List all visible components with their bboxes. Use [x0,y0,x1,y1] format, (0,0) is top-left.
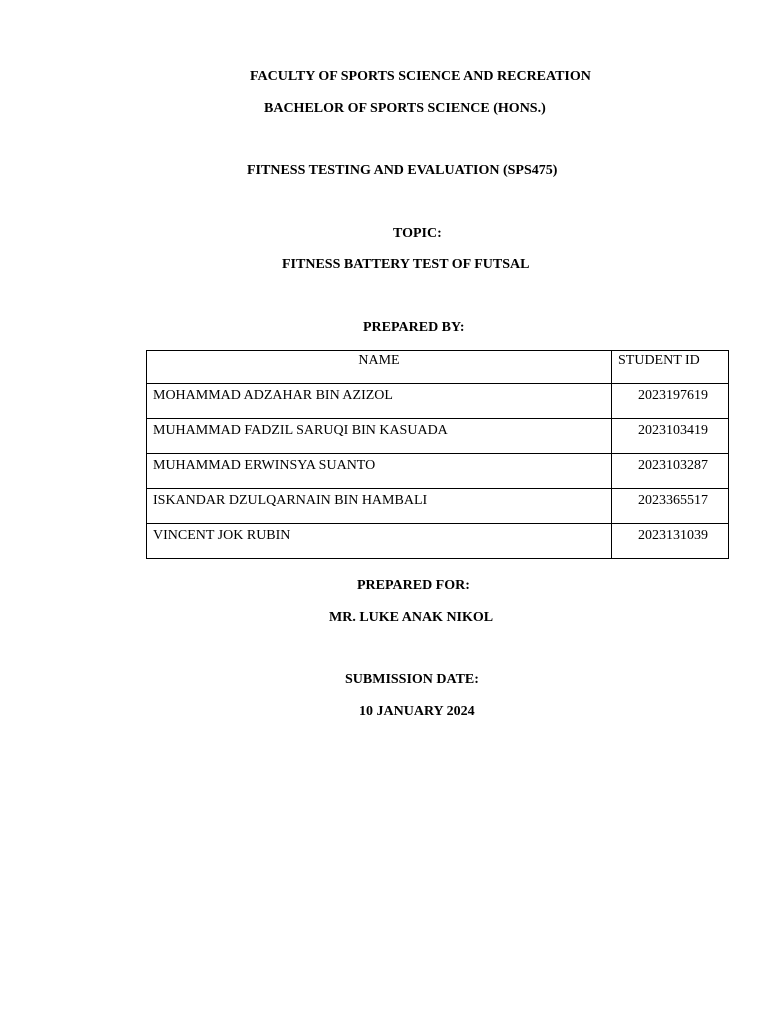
table-row [147,489,729,524]
topic-value: FITNESS BATTERY TEST OF FUTSAL [282,257,530,272]
topic-label: TOPIC: [393,226,442,241]
table-row [147,419,729,454]
student-name: ISKANDAR DZULQARNAIN BIN HAMBALI [147,489,612,524]
student-name: MUHAMMAD ERWINSYA SUANTO [147,454,612,489]
course-heading: FITNESS TESTING AND EVALUATION (SPS475) [247,163,558,178]
submission-date-value: 10 JANUARY 2024 [359,704,475,719]
student-id: 2023197619 [612,384,729,419]
student-id: 2023103419 [612,419,729,454]
faculty-heading: FACULTY OF SPORTS SCIENCE AND RECREATION [250,69,591,84]
lecturer-name: MR. LUKE ANAK NIKOL [329,610,494,625]
table-row [147,454,729,489]
table-header-row [147,351,729,384]
student-table [146,350,729,559]
column-header-student-id: STUDENT ID [612,351,729,384]
programme-heading: BACHELOR OF SPORTS SCIENCE (HONS.) [264,101,546,116]
student-name: VINCENT JOK RUBIN [147,524,612,559]
prepared-by-label: PREPARED BY: [363,320,465,335]
table-row [147,384,729,419]
table-row [147,524,729,559]
student-name: MUHAMMAD FADZIL SARUQI BIN KASUADA [147,419,612,454]
prepared-for-label: PREPARED FOR: [357,578,470,593]
student-name: MOHAMMAD ADZAHAR BIN AZIZOL [147,384,612,419]
submission-date-label: SUBMISSION DATE: [345,672,479,687]
student-id: 2023131039 [612,524,729,559]
student-id: 2023103287 [612,454,729,489]
student-id: 2023365517 [612,489,729,524]
column-header-name: NAME [147,351,612,384]
